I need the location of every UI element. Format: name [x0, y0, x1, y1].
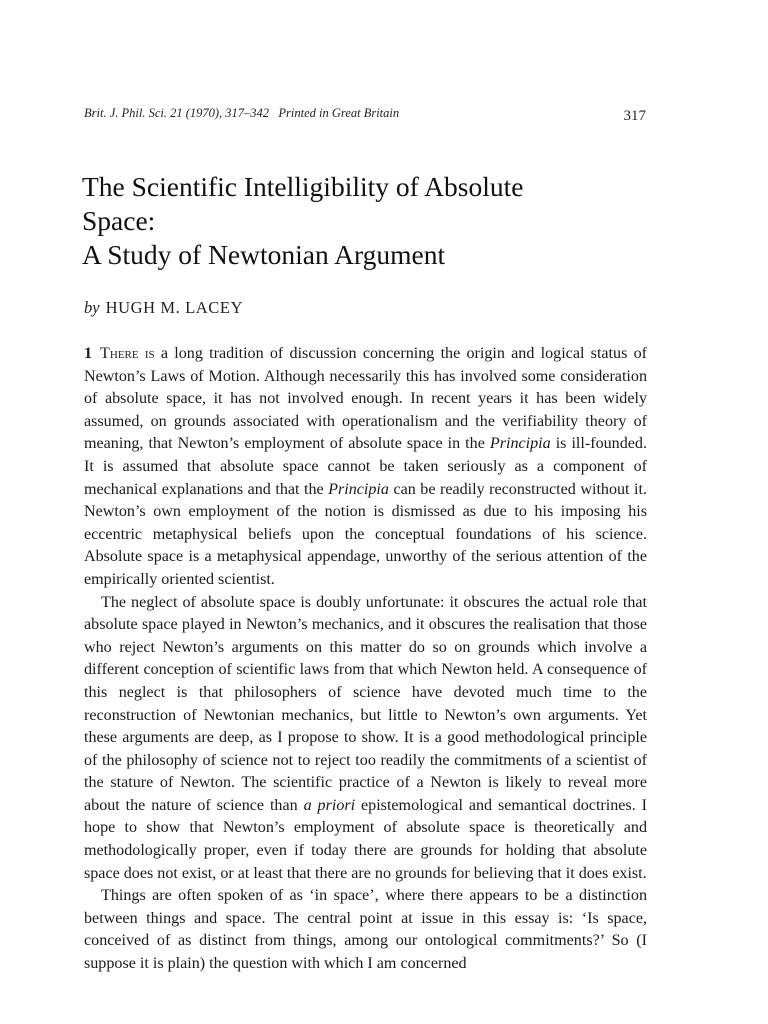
- running-header: [84, 106, 646, 124]
- page-number: 317: [623, 108, 646, 124]
- author-by: by: [84, 298, 100, 317]
- paragraph-2: The neglect of absolute space is doubly unfortunate: it obscures the actual role that absolute space played in Newton’s mechanics, and it obscures the realisation that those who reject Newton’s arguments on this matter do so on grounds which involve a different conception of scientific laws from that which Newton held. A consequence of this neglect is that philosophers of science have devoted much time to the reconstruction of Newtonian mechanics, but little to Newton’s own arguments. Yet these arguments are deep, as I propose to show. It is a good methodological principle of the philosophy of science not to reject too readily the commitments of a scientist of the stature of Newton. The scientific practice of a Newton is likely to reveal more about the nature of science than a priori epistemological and semantical doctrines. I hope to show that Newton’s employment of absolute space is theoretically and methodologically proper, even if today there are grounds for holding that absolute space does not exist, or at least that there are no grounds for believing that it does exist.: [84, 593, 647, 882]
- journal-citation: Brit. J. Phil. Sci. 21 (1970), 317–342: [84, 106, 270, 120]
- article-body: [84, 343, 647, 976]
- lead-words: There is: [100, 345, 155, 362]
- title-line-3: A Study of Newtonian Argument: [82, 239, 446, 270]
- italic-principia: Principia: [328, 480, 389, 498]
- italic-a-priori: a priori: [303, 796, 356, 814]
- section-number: 1: [84, 345, 93, 362]
- author-name: HUGH M. LACEY: [105, 298, 244, 317]
- paragraph-3: Things are often spoken of as ‘in space’, where there appears to be a distinction between things and space. The central point at issue in this essay is: ‘Is space, conceived of as distinct from things, among our ontological commitments?’ So (I suppose it is plain) the question with which I am concerned: [84, 887, 647, 973]
- author-line: [84, 298, 243, 318]
- printed-note: Printed in Great Britain: [278, 106, 400, 120]
- italic-principia: Principia: [489, 435, 551, 453]
- title-line-2: Space:: [82, 205, 156, 236]
- article-title: [82, 170, 682, 272]
- paragraph-1: 1 There is a long tradition of discussion concerning the origin and logical status of Newton’s Laws of Motion. Although necessarily this has involved some consideration of absolute space, it has not involved enough. In recent years it has been widely assumed, on grounds associated with operationalism and the verifiability theory of meaning, that Newton’s employment of absolute space in the Principia is ill-founded. It is assumed that absolute space cannot be taken seriously as a component of mechanical explanations and that the Principia can be readily reconstructed without it. Newton’s own employment of the notion is dismissed as due to his imposing his eccentric metaphysical beliefs upon the conceptual foundations of his science. Absolute space is a metaphysical appendage, unworthy of the serious attention of the empirically oriented scientist.: [84, 345, 647, 588]
- title-line-1: The Scientific Intelligibility of Absolute: [82, 171, 524, 202]
